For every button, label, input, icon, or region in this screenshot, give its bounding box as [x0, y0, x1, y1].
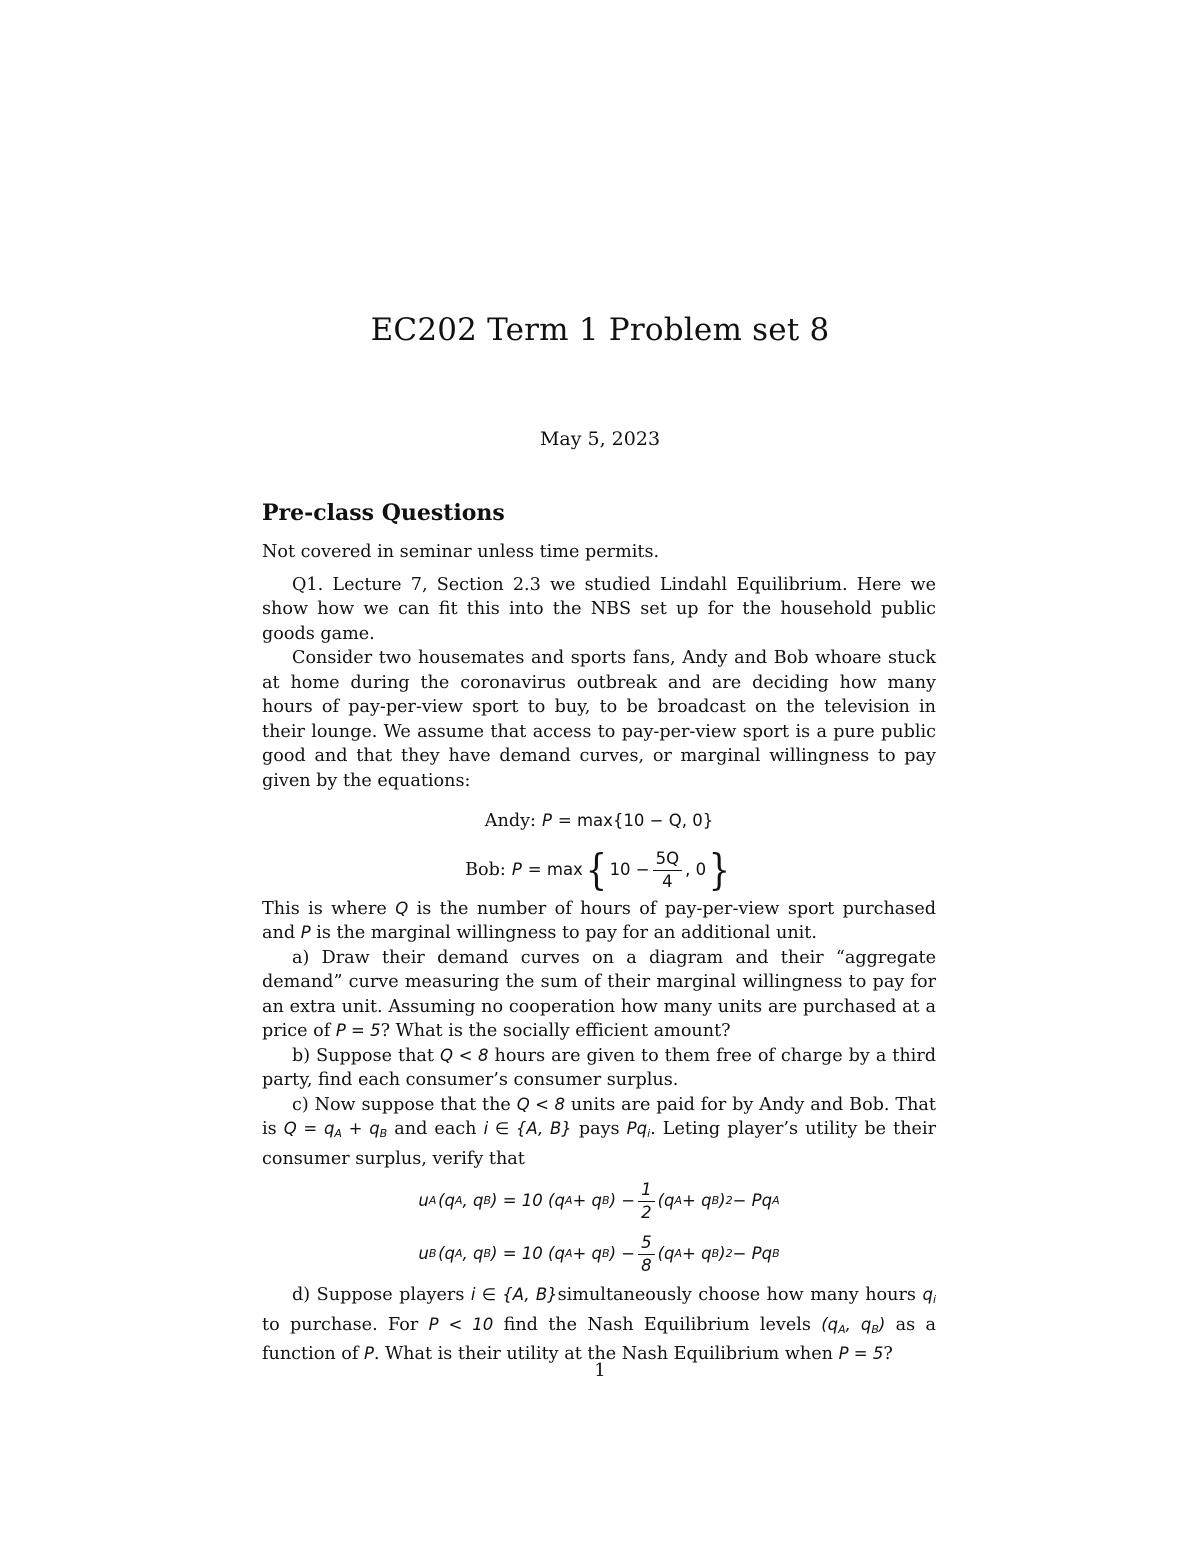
equation-bob-label: Bob:	[465, 859, 506, 880]
utility-a-end: − Pq	[732, 1191, 773, 1211]
part-d-text-5: as a function of	[262, 1314, 936, 1364]
utility-b-u: u	[418, 1244, 429, 1264]
part-d-text-4: find the Nash Equilibrium levels	[493, 1314, 822, 1335]
part-a-text-1: a) Draw their demand curves on a diagram and their “aggregate demand” curve measuring the sum of their marginal willingness to pay for an extra unit. Assuming no cooperation how many units are purchased at a price of	[262, 947, 936, 1041]
part-b-paragraph	[262, 1044, 936, 1093]
utility-b-c2: B	[711, 1247, 720, 1261]
part-c-math-5a: Pq	[626, 1119, 648, 1138]
part-c-text-3: and each	[387, 1119, 484, 1139]
utility-a-args: (q	[438, 1191, 455, 1211]
part-d-text-2: simultaneously choose how many hours	[557, 1285, 923, 1305]
utility-b-sub: B	[428, 1247, 437, 1261]
utility-a-sq: (q	[657, 1191, 675, 1211]
utility-a-a2: B	[483, 1194, 492, 1208]
part-c-math-3: + q	[341, 1119, 380, 1138]
utility-b-b1: A	[564, 1247, 573, 1261]
part-c-text-1: c) Now suppose that the	[292, 1094, 517, 1115]
part-c-sub-3: B	[379, 1127, 388, 1140]
utility-a-minus: ) −	[609, 1191, 636, 1211]
q1-paragraph: Q1. Lecture 7, Section 2.3 we studied Lindahl Equilibrium. Here we show how we can fit this into the NBS set up for the household public goods game.	[262, 574, 936, 644]
utility-a-endsub: A	[772, 1194, 780, 1208]
intro-paragraph: Not covered in seminar unless time permits.	[262, 542, 660, 562]
definition-var-p: P	[300, 923, 311, 942]
definition-text-3: is the marginal willingness to pay for an additional unit.	[310, 923, 817, 943]
part-d-math-2a: q	[922, 1285, 933, 1304]
utility-b-b2: B	[602, 1247, 610, 1261]
definition-paragraph	[262, 897, 936, 946]
part-d-sub-4a: A	[838, 1322, 846, 1336]
utility-b-numerator: 5	[638, 1232, 655, 1255]
part-d-sub-4b: B	[871, 1322, 879, 1336]
part-c-math-2	[284, 1119, 388, 1138]
equation-bob-lhs: P	[511, 859, 522, 879]
part-c-text-2: units are paid for by Andy and Bob. That is	[262, 1094, 936, 1139]
utility-a-c2: B	[711, 1194, 720, 1208]
part-d-text-7: ?	[883, 1344, 893, 1364]
part-d-text-1: d) Suppose players	[292, 1285, 471, 1305]
part-d-math-2	[922, 1285, 936, 1304]
part-d-text-6: . What is their utility at the Nash Equilibrium when	[373, 1344, 839, 1364]
utility-b-sq: (q	[657, 1244, 675, 1264]
part-a-math-1: P = 5	[335, 1021, 381, 1040]
equation-andy	[262, 809, 936, 834]
part-c-text-4: pays	[571, 1119, 627, 1139]
utility-a-sub: A	[428, 1194, 437, 1208]
part-d-text-3: to purchase. For	[262, 1314, 429, 1335]
utility-a-plus: + q	[572, 1191, 603, 1211]
equation-bob-ten: 10 −	[609, 859, 650, 879]
utility-a-u: u	[418, 1191, 429, 1211]
part-c-sub-5: i	[647, 1127, 651, 1140]
utility-a-fraction	[638, 1179, 655, 1224]
part-d-math-6: )	[878, 1314, 886, 1334]
part-a-paragraph	[262, 946, 936, 1044]
utility-a-eq: ) = 10 (q	[491, 1191, 565, 1211]
utility-b-fraction	[638, 1232, 655, 1277]
equation-bob-max: = max	[527, 859, 583, 879]
document-title: EC202 Term 1 Problem set 8	[370, 312, 830, 348]
utility-a-mid: , q	[462, 1191, 484, 1211]
utility-b-args: (q	[438, 1244, 455, 1264]
utility-a-sqplus: + q	[682, 1191, 712, 1211]
part-d-paragraph	[262, 1283, 936, 1367]
utility-b-end: − Pq	[732, 1244, 773, 1264]
utility-b-endsub: B	[772, 1247, 780, 1261]
utility-a-b2: B	[602, 1194, 610, 1208]
definition-var-q: Q	[395, 898, 409, 918]
utility-b-a1: A	[454, 1247, 463, 1261]
utility-a-a1: A	[454, 1194, 463, 1208]
utility-a-numerator: 1	[638, 1179, 655, 1202]
definition-text-2: is the number of hours of pay-per-view sport purchased and	[262, 898, 936, 943]
equation-utility-b	[262, 1232, 936, 1277]
part-d-math-5: , q	[845, 1314, 872, 1334]
part-d-sub-2: i	[932, 1293, 936, 1306]
part-c-math-5	[627, 1119, 651, 1138]
part-d-math-8: P = 5	[838, 1344, 884, 1363]
utility-b-sqplus: + q	[682, 1244, 712, 1264]
part-d-math-1: i ∈ {A, B}	[470, 1285, 558, 1304]
part-d-math-4	[821, 1315, 885, 1334]
utility-b-minus: ) −	[609, 1244, 636, 1264]
document-body	[262, 498, 936, 1367]
equation-bob	[262, 845, 936, 894]
utility-b-denominator: 8	[641, 1256, 652, 1275]
part-b-math-1: Q < 8	[439, 1045, 489, 1065]
utility-b-sqclose: )	[719, 1244, 726, 1264]
equation-andy-lhs: P	[541, 811, 552, 830]
part-b-text-1: b) Suppose that	[292, 1045, 440, 1066]
part-c-paragraph	[262, 1093, 936, 1172]
part-c-math-2a: Q = q	[283, 1119, 335, 1138]
page-number: 1	[594, 1360, 606, 1381]
equation-bob-denominator: 4	[662, 871, 673, 891]
part-d-math-3: P < 10	[428, 1314, 494, 1334]
section-heading: Pre-class Questions	[262, 500, 505, 526]
q1-context-paragraph: Consider two housemates and sports fans, Andy and Bob whoare stuck at home during the coronavirus outbreak and are deciding how many hours of pay-per-view sport to buy, to be broadcast on the television in their lounge. We assume that access to pay-per-view sport is a pure public good and that they have demand curves, or marginal willingness to pay given by the equations:	[262, 648, 936, 791]
equation-andy-label: Andy:	[484, 811, 536, 831]
equation-bob-close-brace: }	[708, 845, 731, 894]
document-date: May 5, 2023	[539, 428, 661, 450]
equation-bob-numerator: 5Q	[653, 848, 683, 871]
equation-andy-rhs: = max{10 − Q, 0}	[557, 811, 714, 830]
definition-text-1: This is where	[262, 898, 396, 919]
utility-b-plus: + q	[572, 1244, 603, 1264]
utility-a-b1: A	[564, 1194, 573, 1208]
equation-bob-open-brace: {	[585, 845, 607, 894]
part-c-sub-2: A	[334, 1127, 342, 1140]
part-a-text-2: ? What is the socially efficient amount?	[380, 1021, 731, 1041]
equation-bob-tail: , 0	[685, 859, 707, 879]
part-b-text-2: hours are given to them free of charge by a third party, find each consumer’s consumer surplus.	[262, 1045, 936, 1090]
part-d-math-7: P	[363, 1344, 374, 1363]
part-c-text-5: . Leting player’s utility be their consumer surplus, verify that	[262, 1119, 936, 1169]
utility-a-denominator: 2	[641, 1203, 652, 1222]
utility-b-power: 2	[725, 1247, 733, 1261]
part-c-math-4: i ∈ {A, B}	[483, 1119, 572, 1138]
part-d-math-4a: (q	[821, 1314, 839, 1334]
equation-utility-a	[262, 1179, 936, 1224]
utility-b-eq: ) = 10 (q	[491, 1244, 565, 1264]
equation-bob-fraction	[653, 848, 683, 893]
part-c-math-1: Q < 8	[516, 1094, 565, 1114]
utility-b-c1: A	[674, 1247, 683, 1261]
utility-a-c1: A	[674, 1194, 683, 1208]
utility-a-sqclose: )	[719, 1191, 726, 1211]
utility-b-mid: , q	[462, 1244, 484, 1264]
utility-a-power: 2	[725, 1194, 733, 1208]
utility-b-a2: B	[483, 1247, 492, 1261]
